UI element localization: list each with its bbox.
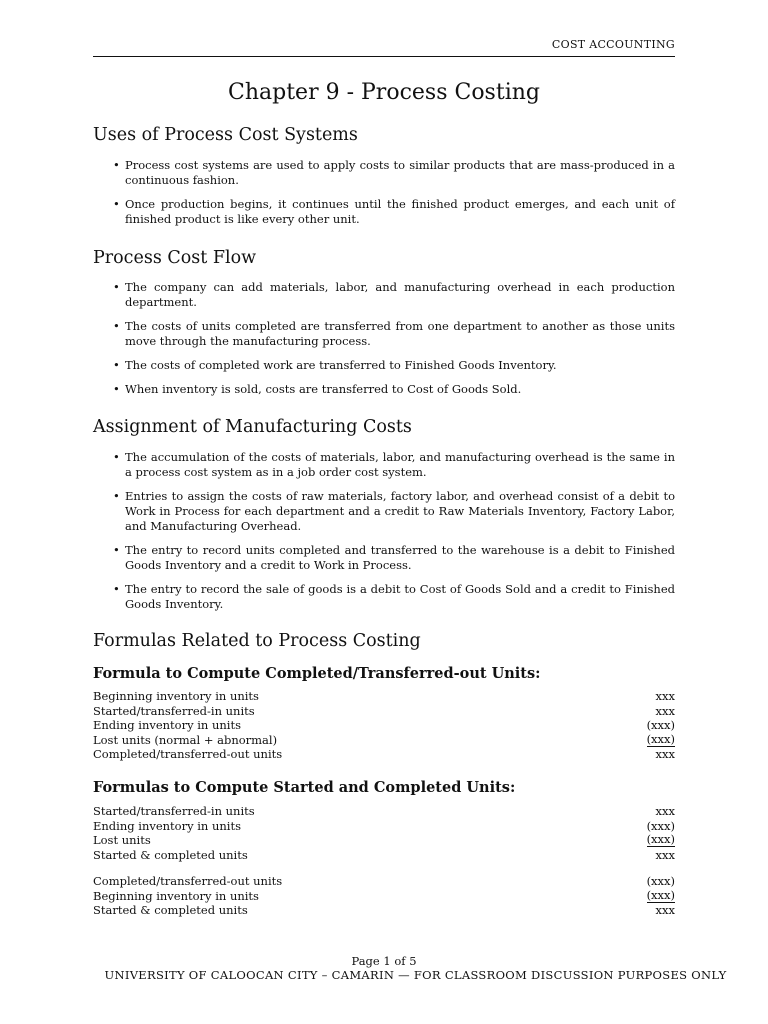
row-value: (xxx)	[646, 731, 675, 746]
list-item: • Once production begins, it continues until the finished product emerges, and each unit of finished product is like every other unit.	[93, 197, 675, 227]
row-value: xxx	[655, 689, 675, 703]
table-row	[93, 718, 675, 733]
row-label: Ending inventory in units	[93, 818, 242, 833]
table-row	[93, 819, 675, 834]
list-item: • The costs of completed work are transferred to Finished Goods Inventory.	[93, 358, 675, 373]
table-row	[93, 874, 675, 889]
table-row	[93, 889, 675, 904]
row-value: xxx	[655, 804, 675, 818]
list-item: • The entry to record units completed and transferred to the warehouse is a debit to Finished Goods Inventory and a credit to Work in Process.	[93, 543, 675, 573]
list-item: • Process cost systems are used to apply costs to similar products that are mass-produced in a continuous fashion.	[93, 158, 675, 188]
section-heading-cost-flow: Process Cost Flow	[93, 248, 257, 268]
header-rule	[93, 56, 675, 57]
row-label: Started & completed units	[93, 847, 248, 862]
row-label: Completed/transferred-out units	[93, 747, 283, 761]
page-title: Chapter 9 - Process Costing	[228, 80, 540, 105]
formula-table-started-completed-alt	[93, 874, 675, 918]
row-value: xxx	[655, 903, 675, 917]
bullet-list-cost-flow	[93, 280, 675, 397]
row-label: Ending inventory in units	[93, 718, 242, 732]
table-row	[93, 747, 675, 762]
bullet-list-assignment	[93, 450, 675, 612]
list-item: • The accumulation of the costs of materials, labor, and manufacturing overhead is the same in a process cost system as in a job order cost system.	[93, 450, 675, 480]
row-label: Beginning inventory in units	[93, 888, 259, 903]
row-label: Started/transferred-in units	[93, 804, 255, 818]
section-heading-assignment: Assignment of Manufacturing Costs	[93, 417, 412, 437]
formula-table-started-completed	[93, 804, 675, 862]
row-value: (xxx)	[646, 874, 675, 888]
bullet-list-uses	[93, 158, 675, 227]
list-item: • Entries to assign the costs of raw materials, factory labor, and overhead consist of a debit to Work in Process for each department and a credit to Raw Materials Inventory, Factory Labor, and Manufacturing Overhead.	[93, 489, 675, 534]
list-item: • The costs of units completed are transferred from one department to another as those units move through the manufacturing process.	[93, 319, 675, 349]
table-row	[93, 733, 675, 748]
row-label: Started/transferred-in units	[93, 703, 255, 718]
footer-note: UNIVERSITY OF CALOOCAN CITY – CAMARIN — FOR CLASSROOM DISCUSSION PURPOSES ONLY	[104, 968, 727, 982]
running-header: COST ACCOUNTING	[551, 38, 675, 51]
row-value: (xxx)	[646, 818, 675, 833]
row-value: (xxx)	[646, 887, 675, 902]
row-label: Lost units	[93, 833, 151, 847]
formula-table-completed	[93, 689, 675, 762]
list-item: • The entry to record the sale of goods is a debit to Cost of Goods Sold and a credit to Finished Goods Inventory.	[93, 582, 675, 612]
page-number: Page 1 of 5	[351, 954, 417, 968]
table-row	[93, 704, 675, 719]
row-value: xxx	[655, 703, 675, 718]
row-label: Lost units (normal + abnormal)	[93, 732, 278, 747]
row-value: xxx	[655, 747, 675, 761]
row-value: (xxx)	[646, 718, 675, 732]
table-row	[93, 903, 675, 918]
table-row	[93, 804, 675, 819]
row-value: (xxx)	[646, 832, 675, 846]
row-label: Beginning inventory in units	[93, 689, 259, 703]
table-row	[93, 848, 675, 863]
section-heading-formulas: Formulas Related to Process Costing	[93, 631, 421, 651]
row-label: Completed/transferred-out units	[93, 874, 283, 888]
list-item: • When inventory is sold, costs are transferred to Cost of Goods Sold.	[93, 382, 675, 397]
formula-heading-started-completed: Formulas to Compute Started and Completed Units:	[93, 779, 516, 796]
list-item: • The company can add materials, labor, and manufacturing overhead in each production department.	[93, 280, 675, 310]
formula-heading-completed: Formula to Compute Completed/Transferred-out Units:	[93, 665, 541, 682]
table-row	[93, 833, 675, 848]
row-label: Started & completed units	[93, 903, 248, 917]
row-value: xxx	[655, 847, 675, 862]
table-row	[93, 689, 675, 704]
section-heading-uses: Uses of Process Cost Systems	[93, 125, 358, 145]
